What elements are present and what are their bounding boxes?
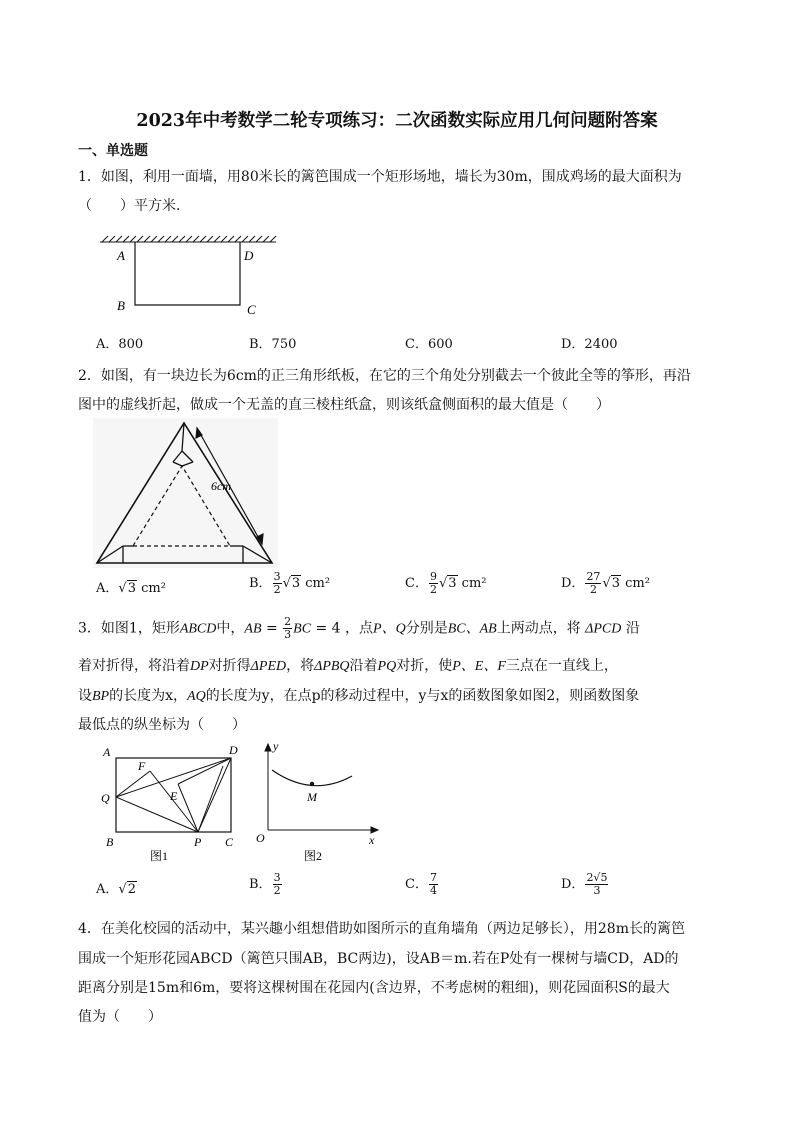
page-title: 2023年中考数学二轮专项练习：二次函数实际应用几何问题附答案 [136,111,658,131]
fig1-label-c: C [225,835,234,849]
q1-figure [96,232,286,322]
fig1-label-p: P [194,835,202,849]
fig1-caption: 图1 [150,849,169,863]
side-length-label: 6cm [211,479,231,493]
q2-text-line2: 图中的虚线折起，做成一个无盖的直三棱柱纸盒，则该纸盒侧面积的最大值是（ ） [78,397,610,413]
q1-text-line1: 1．如图，利用一面墙，用80米长的篱笆围成一个矩形场地，墙长为30m，围成鸡场的最大面积为 [78,169,682,185]
q2-figure [93,418,278,568]
label-a: A [117,248,125,263]
q4-text-line3: 距离分别是15m和6m，要将这棵树围在花园内(含边界，不考虑树的粗细)，则花园面积S的最大 [78,980,670,996]
q3-option-c: C． $\frac{7}{4}$ [405,871,437,897]
q1-option-b: B．750 [249,337,297,352]
label-c: C [247,302,256,317]
q1-option-c: C．600 [405,337,453,352]
q1-option-a: A．800 [96,337,144,352]
q2-option-c: C． $\frac{9}{2}$ √3 cm² [405,570,487,596]
q3-figure1 [98,738,248,866]
label-d: D [244,248,254,263]
fig2-label-o: O [256,831,265,845]
q3-text-line2: 着对折得，将沿着DP对折得ΔPED，将ΔPBQ沿着PQ对折，使P、E、F三点在一直线上， [78,658,618,674]
q4-text-line2: 围成一个矩形花园ABCD（篱笆只围AB，BC两边)，设AB＝m.若在P处有一棵树与墙CD，AD的 [78,951,679,967]
q1-text-line2: （ ）平方米． [78,198,190,214]
fig1-label-f: F [138,759,146,773]
q3-option-a: A．√2 [96,882,136,897]
q2-option-d: D． $\frac{27}{2}$ √3 cm² [561,570,650,596]
q4-text-line4: 值为（ ） [78,1009,162,1025]
q3-option-d: D． $\frac{2√5}{3}$ [561,871,608,897]
q2-text-line1: 2．如图，有一块边长为6cm的正三角形纸板，在它的三个角处分别截去一个彼此全等的筝形，再沿 [78,368,691,384]
wall-hatching [100,236,276,242]
fig1-label-d: D [229,743,238,757]
q3-option-b: B． $\frac{3}{2}$ [249,871,281,897]
fig1-label-e: E [170,789,178,803]
fig2-label-x: x [369,833,375,847]
label-b: B [117,298,125,313]
q1-option-d: D．2400 [561,337,618,352]
q3-text-line1: 3．如图1，矩形ABCD中，AB = $\frac{2}{3}$ BC = 4 ，点P、Q分别是BC、AB上两动点，将 ΔPCD 沿 [78,615,640,641]
section-heading: 一、单选题 [78,143,148,159]
axes [265,744,378,833]
fig1-label-q: Q [101,791,110,805]
fig2-label-y: y [273,739,279,753]
q3-figure2 [252,738,382,866]
minimum-point-m [310,782,314,786]
fence-rectangle [135,242,240,305]
q4-text-line1: 4．在美化校园的活动中，某兴趣小组想借助如图所示的直角墙角（两边足够长），用28m长的篱笆 [78,921,685,937]
q3-text-line4: 最低点的纵坐标为（ ） [78,717,246,733]
fig2-label-m: M [307,790,317,804]
q2-option-a: A．√3 cm² [96,581,166,596]
q2-option-b: B． $\frac{3}{2}$ √3 cm² [249,570,331,596]
q3-text-line3: 设BP的长度为x，AQ的长度为y，在点p的移动过程中，y与x的函数图象如图2，则函数图象 [78,688,640,704]
fig2-caption: 图2 [304,849,323,863]
fig1-label-b: B [106,835,114,849]
fig1-label-a: A [103,745,111,759]
